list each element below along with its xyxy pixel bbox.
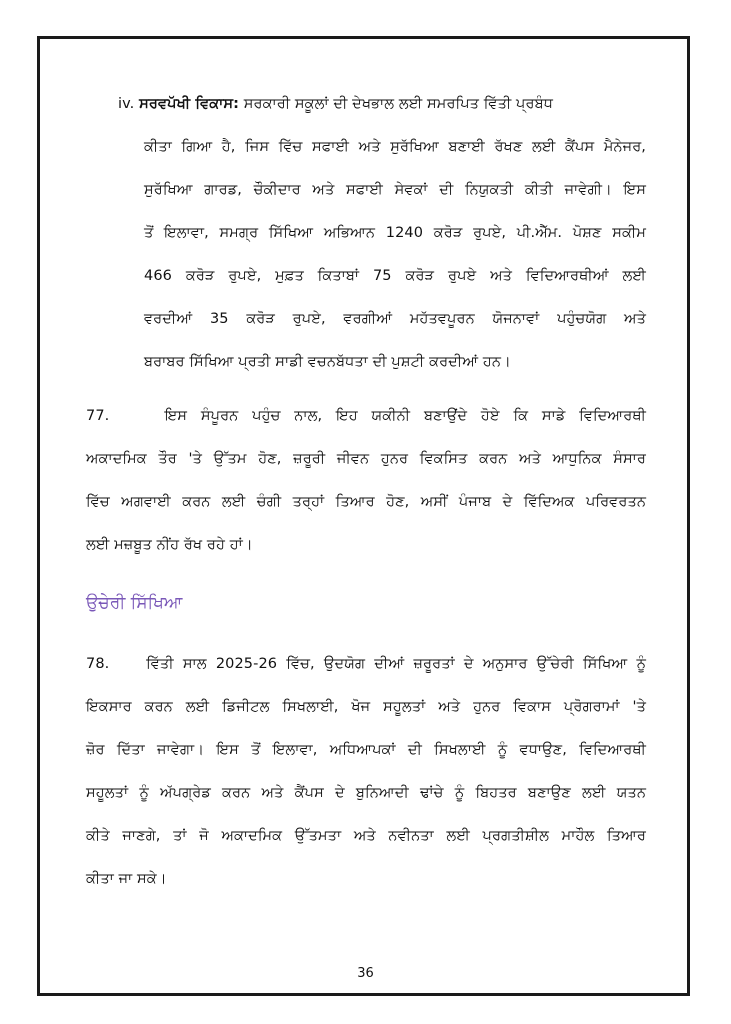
para-78-line: 78. ਵਿੱਤੀ ਸਾਲ 2025-26 ਵਿੱਚ, ਉਦਯੋਗ ਦੀਆਂ ਜ਼ਰੂਰਤਾਂ ਦੇ ਅਨੁਸਾਰ ਉੱਚੇਰੀ ਸਿੱਖਿਆ ਨੂੰ	[86, 656, 646, 672]
point-iv-line: ਬਰਾਬਰ ਸਿੱਖਿਆ ਪ੍ਰਤੀ ਸਾਡੀ ਵਚਨਬੱਧਤਾ ਦੀ ਪੁਸ਼ਟੀ ਕਰਦੀਆਂ ਹਨ।	[144, 354, 511, 370]
para-77-line: 77. ਇਸ ਸੰਪੂਰਨ ਪਹੁੰਚ ਨਾਲ, ਇਹ ਯਕੀਨੀ ਬਣਾਉਂਦੇ ਹੋਏ ਕਿ ਸਾਡੇ ਵਿਦਿਆਰਥੀ	[86, 408, 646, 424]
page-number: 36	[357, 966, 374, 981]
para-78-line: ਇਕਸਾਰ ਕਰਨ ਲਈ ਡਿਜੀਟਲ ਸਿਖਲਾਈ, ਖੋਜ ਸਹੂਲਤਾਂ ਅਤੇ ਹੁਨਰ ਵਿਕਾਸ ਪ੍ਰੋਗਰਾਮਾਂ 'ਤੇ	[86, 699, 646, 715]
para-78-line: ਕੀਤੇ ਜਾਣਗੇ, ਤਾਂ ਜੋ ਅਕਾਦਮਿਕ ਉੱਤਮਤਾ ਅਤੇ ਨਵੀਨਤਾ ਲਈ ਪ੍ਰਗਤੀਸ਼ੀਲ ਮਾਹੌਲ ਤਿਆਰ	[86, 828, 646, 844]
point-iv-line: ਕੀਤਾ ਗਿਆ ਹੈ, ਜਿਸ ਵਿੱਚ ਸਫਾਈ ਅਤੇ ਸੁਰੱਖਿਆ ਬਣਾਈ ਰੱਖਣ ਲਈ ਕੈਂਪਸ ਮੈਨੇਜਰ,	[144, 139, 646, 155]
point-iv-first-line-text: ਸਰਕਾਰੀ ਸਕੂਲਾਂ ਦੀ ਦੇਖਭਾਲ ਲਈ ਸਮਰਪਿਤ ਵਿੱਤੀ ਪ੍ਰਬੰਧ	[243, 96, 553, 112]
para-77-line: ਅਕਾਦਮਿਕ ਤੌਰ 'ਤੇ ਉੱਤਮ ਹੋਣ, ਜ਼ਰੂਰੀ ਜੀਵਨ ਹੁਨਰ ਵਿਕਸਿਤ ਕਰਨ ਅਤੇ ਆਧੁਨਿਕ ਸੰਸਾਰ	[86, 451, 646, 467]
point-iv-line: 466 ਕਰੋੜ ਰੁਪਏ, ਮੁਫ਼ਤ ਕਿਤਾਬਾਂ 75 ਕਰੋੜ ਰੁਪਏ ਅਤੇ ਵਿਦਿਆਰਥੀਆਂ ਲਈ	[144, 268, 646, 284]
point-iv-first-line	[118, 96, 553, 112]
section-heading: ਉਚੇਰੀ ਸਿੱਖਿਆ	[86, 593, 183, 613]
para-78-line: ਕੀਤਾ ਜਾ ਸਕੇ।	[86, 871, 167, 887]
para-78-line: ਜ਼ੋਰ ਦਿੱਤਾ ਜਾਵੇਗਾ। ਇਸ ਤੋਂ ਇਲਾਵਾ, ਅਧਿਆਪਕਾਂ ਦੀ ਸਿਖਲਾਈ ਨੂੰ ਵਧਾਉਣ, ਵਿਦਿਆਰਥੀ	[86, 742, 646, 758]
para-77-line: ਵਿੱਚ ਅਗਵਾਈ ਕਰਨ ਲਈ ਚੰਗੀ ਤਰ੍ਹਾਂ ਤਿਆਰ ਹੋਣ, ਅਸੀਂ ਪੰਜਾਬ ਦੇ ਵਿੱਦਿਅਕ ਪਰਿਵਰਤਨ	[86, 494, 646, 510]
point-iv-marker: iv.	[118, 96, 135, 112]
page-border	[37, 36, 690, 996]
para-78-line: ਸਹੂਲਤਾਂ ਨੂੰ ਅੱਪਗ੍ਰੇਡ ਕਰਨ ਅਤੇ ਕੈਂਪਸ ਦੇ ਬੁਨਿਆਦੀ ਢਾਂਚੇ ਨੂੰ ਬਿਹਤਰ ਬਣਾਉਣ ਲਈ ਯਤਨ	[86, 785, 646, 801]
para-77-line: ਲਈ ਮਜ਼ਬੂਤ ਨੀਂਹ ਰੱਖ ਰਹੇ ਹਾਂ।	[86, 537, 253, 553]
point-iv-line: ਸੁਰੱਖਿਆ ਗਾਰਡ, ਚੌਕੀਦਾਰ ਅਤੇ ਸਫਾਈ ਸੇਵਕਾਂ ਦੀ ਨਿਯੁਕਤੀ ਕੀਤੀ ਜਾਵੇਗੀ। ਇਸ	[144, 182, 646, 198]
point-iv-line: ਤੋਂ ਇਲਾਵਾ, ਸਮਗ੍ਰ ਸਿੱਖਿਆ ਅਭਿਆਨ 1240 ਕਰੋੜ ਰੁਪਏ, ਪੀ.ਐੱਮ. ਪੋਸ਼ਣ ਸਕੀਮ	[144, 225, 646, 241]
point-iv-title: ਸਰਵਪੱਖੀ ਵਿਕਾਸ:	[139, 96, 240, 112]
point-iv-line: ਵਰਦੀਆਂ 35 ਕਰੋੜ ਰੁਪਏ, ਵਰਗੀਆਂ ਮਹੱਤਵਪੂਰਨ ਯੋਜਨਾਵਾਂ ਪਹੁੰਚਯੋਗ ਅਤੇ	[144, 311, 646, 327]
